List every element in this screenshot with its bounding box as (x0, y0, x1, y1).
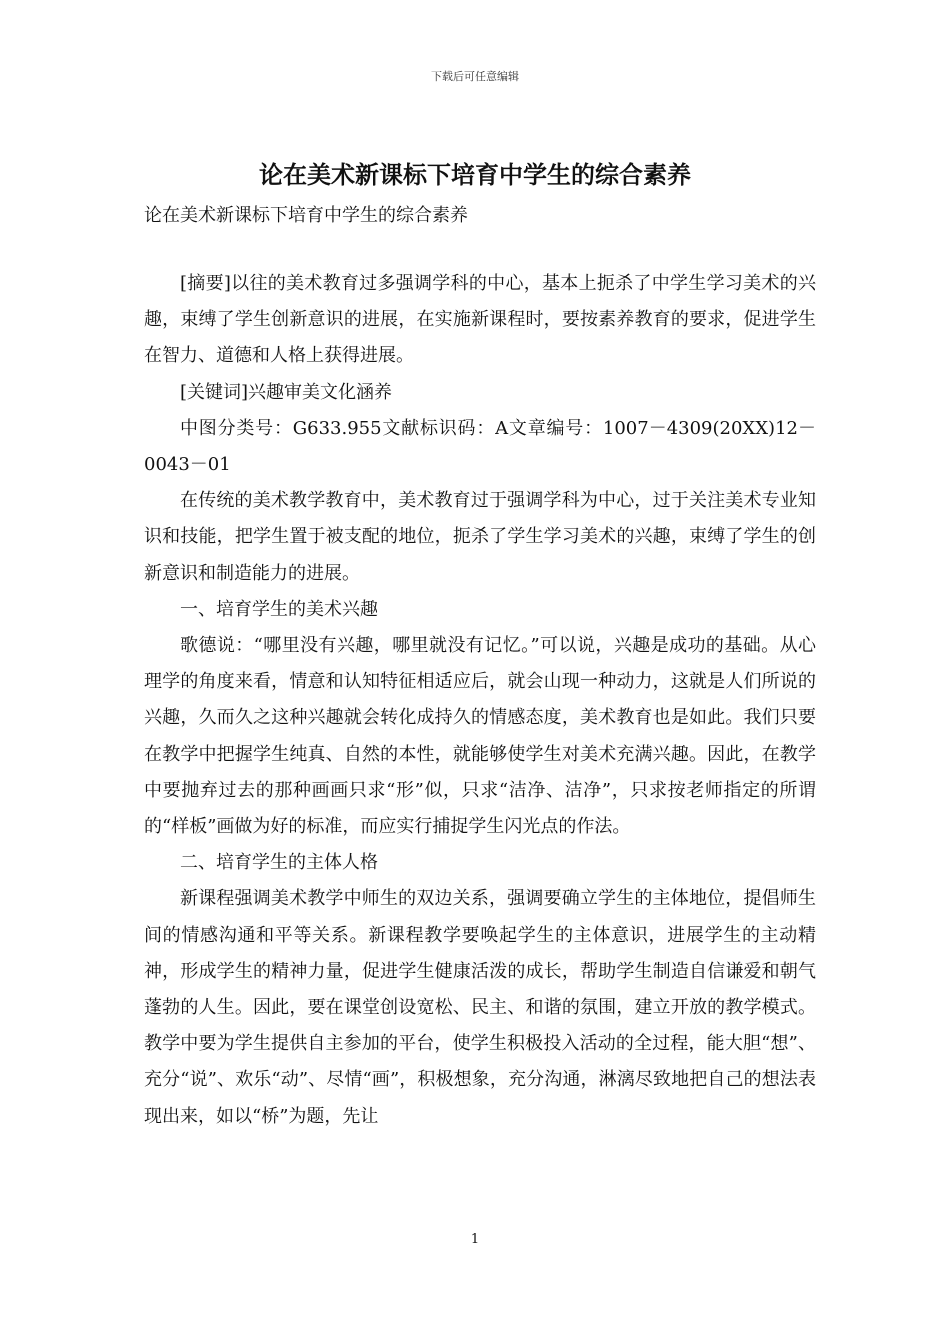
paragraph-interest: 歌德说：“哪里没有兴趣，哪里就没有记忆。”可以说，兴趣是成功的基础。从心理学的角度来看，情意和认知特征相适应后，就会山现一种动力，这就是人们所说的兴趣，久而久之这种兴趣就会转化成持久的情感态度，美术教育也是如此。我们只要在教学中把握学生纯真、自然的本性，就能够使学生对美术充满兴趣。因此，在教学中要抛弃过去的那种画画只求“形”似，只求“洁净、洁净”，只求按老师指定的所谓的“样板”画做为好的标准，而应实行捕捉学生闪光点的作法。 (144, 635, 816, 838)
paragraph-intro: 在传统的美术教学教育中，美术教育过于强调学科为中心，过于关注美术专业知识和技能，把学生置于被支配的地位，扼杀了学生学习美术的兴趣，束缚了学生的创新意识和制造能力的进展。 (144, 490, 816, 584)
page-number: 1 (470, 1232, 480, 1247)
document-title: 论在美术新课标下培育中学生的综合素养 (259, 160, 691, 189)
paragraph-classification: 中图分类号：G633.955文献标识码：A文章编号：1007－4309(20XX)12－0043－01 (144, 417, 816, 476)
header-note: 下载后可任意编辑 (431, 70, 519, 83)
paragraph-personality: 新课程强调美术教学中师生的双边关系，强调要确立学生的主体地位，提倡师生间的情感沟通和平等关系。新课程教学要唤起学生的主体意识，进展学生的主动精神，形成学生的精神力量，促进学生健康活泼的成长，帮助学生制造自信谦爱和朝气蓬勃的人生。因此，要在课堂创设宽松、民主、和谐的氛围，建立开放的教学模式。教学中要为学生提供自主参加的平台，使学生积极投入活动的全过程，能大胆“想”、充分“说”、欢乐“动”、尽情“画”，积极想象，充分沟通，淋漓尽致地把自己的想法表现出来，如以“桥”为题，先让 (144, 888, 816, 1127)
document-subtitle: 论在美术新课标下培育中学生的综合素养 (144, 205, 468, 226)
section-heading-1: 一、培育学生的美术兴趣 (180, 598, 378, 620)
paragraph-keywords: [关键词]兴趣审美文化涵养 (180, 381, 393, 403)
section-heading-2: 二、培育学生的主体人格 (180, 852, 378, 874)
paragraph-abstract: [摘要]以往的美术教育过多强调学科的中心，基本上扼杀了中学生学习美术的兴趣，束缚了学生创新意识的进展，在实施新课程时，要按素养教育的要求，促进学生在智力、道德和人格上获得进展。 (144, 273, 816, 367)
document-body (144, 266, 816, 1135)
